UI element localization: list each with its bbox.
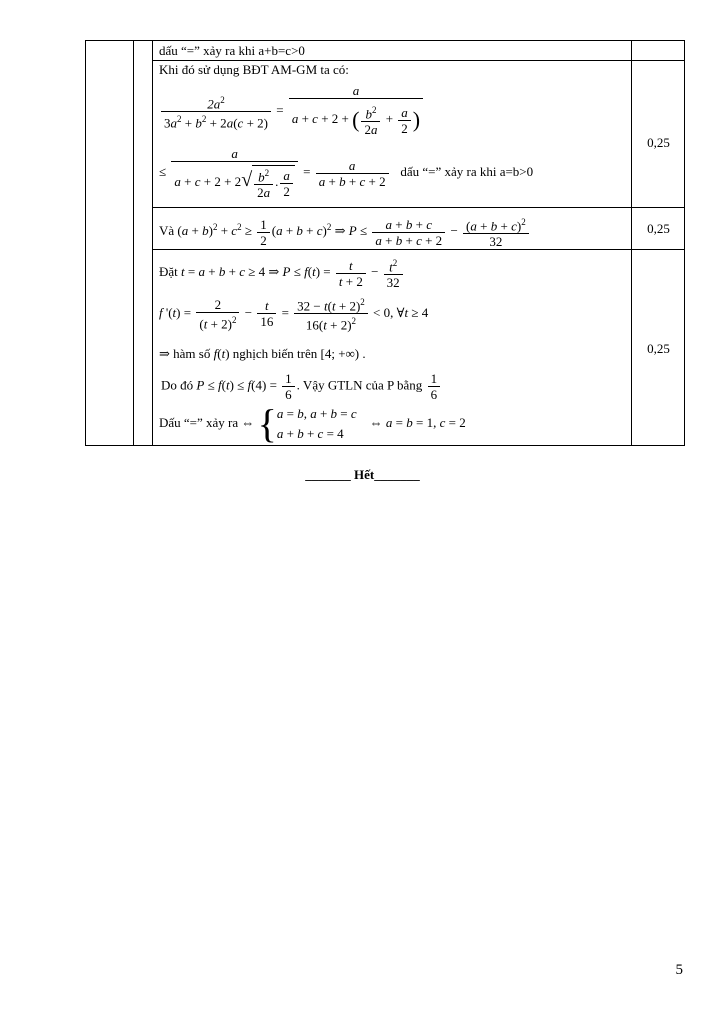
decreasing-statement: ⇒ hàm số f(t) nghịch biến trên [4; +∞) . xyxy=(159,346,366,361)
conclusion-line: Do đó P ≤ f(t) ≤ f(4) = $\frac{1}{6}$ . Vậy GTLN của P bằng $\frac{1}{6}$ xyxy=(161,371,442,402)
formula-amgm-1: $\frac{2a^2}{3a^2 + b^2 + 2a(c + 2)}$ = a a + c + 2 + ( $\frac{b^2}{2a}$ + $\frac{a}{2}$ ) xyxy=(159,83,425,140)
condition-text: dấu “=” xảy ra khi a+b=c>0 xyxy=(159,43,305,58)
vay-label: . Vậy GTLN của P bằng xyxy=(296,377,423,393)
hamso-label: ⇒ hàm số xyxy=(159,346,211,361)
row-divider xyxy=(152,60,684,61)
equality-case: Dấu “=” xảy ra ⇔ {a = b, a + b = c a + b + c = 4 ⇔ a = b = 1, c = 2 xyxy=(159,401,466,446)
nghich-label: nghịch biến trên xyxy=(232,346,318,361)
end-marker: _______ Hết_______ xyxy=(305,467,420,482)
score-cell: 0,25 xyxy=(647,341,670,356)
score-cell: 0,25 xyxy=(647,221,670,236)
col-divider xyxy=(152,41,153,445)
va-label: Và xyxy=(159,223,175,239)
dat-label: Đặt xyxy=(159,264,178,280)
formula-amgm-2: ≤ a a + c + 2 + 2√ $\frac{b^2}{2a}$ . $\frac{a}{2}$ = $\frac{a}{a + b + c + 2}$ dấu “=” xảy ra khi a=b>0 xyxy=(159,146,534,201)
dodo-label: Do đó xyxy=(161,377,194,393)
page-number: 5 xyxy=(675,962,683,978)
score-cell: 0,25 xyxy=(647,135,670,150)
answer-table xyxy=(85,40,685,446)
formula-inequality: Và $(a + b)^2 + c^2$ ≥ $\frac{1}{2}$ $(a + b + c)^2$ ⇒ P ≤ $\frac{a + b + c}{a + b + c + 2}$ − $\frac{(a + b + c)^2}{32}$ xyxy=(159,215,531,249)
amgm-intro: Khi đó sử dụng BĐT AM-GM ta có: xyxy=(159,62,349,77)
row-divider xyxy=(152,207,684,208)
formula-substitution: Đặt t = a + b + c ≥ 4 ⇒ P ≤ f(t) = $\frac{t}{t + 2}$ − $\frac{t^2}{32}$ xyxy=(159,256,405,290)
formula-derivative: f '(t) = $\frac{2}{(t + 2)^2}$ − $\frac{t}{16}$ = $\frac{32 - t(t + 2)^2}{16(t + 2)^2}$ < 0, ∀t ≥ 4 xyxy=(159,296,429,333)
col-divider xyxy=(631,41,632,445)
col-divider xyxy=(133,41,134,445)
equality-note: dấu “=” xảy ra khi a=b>0 xyxy=(400,164,534,180)
dau-label: Dấu “=” xảy ra xyxy=(159,414,239,430)
